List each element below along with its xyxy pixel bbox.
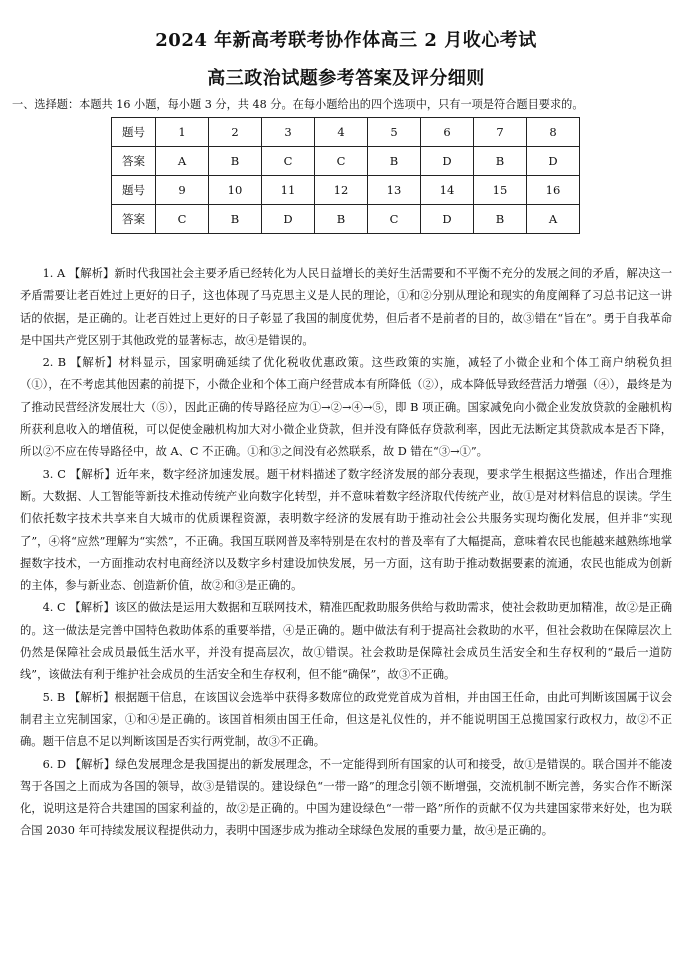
table-row xyxy=(112,205,580,234)
explanation-paragraph: 2. B 【解析】材料显示，国家明确延续了优化税收优惠政策。这些政策的实施，减轻了小微企业和个体工商户纳税负担（①），在不考虑其他因素的前提下，小微企业和个体工商户经营成本有所降低（②），成本降低导致经营活力增强（④），最终是为了推动民营经济发展壮大（⑤），因此正确的传导路径应为①→②→④→⑤，即 B 项正确。国家减免向小微企业发放贷款的金融机构所获利息收入的增值税，可以促使金融机构加大对小微企业贷款，但并没有降低存贷款利率，因此无法断定其贷款成本是否下降，所以②不应在传导路径中，故 A、C 不正确。①和③之间没有必然联系，故 D 错在“③→①”。 xyxy=(20,356,672,459)
explanation-paragraph: 6. D 【解析】绿色发展理念是我国提出的新发展理念，不一定能得到所有国家的认可和接受，故①是错误的。联合国并不能凌驾于各国之上而成为各国的领导，故③是错误的。建设绿色“一带一路”的理念引领不断增强，交流机制不断完善，务实合作不断深化，说明这是符合共建国的国家利益的，故②是正确的。中国为建设绿色“一带一路”所作的贡献不仅为共建国家带来好处，也为联合国 2030 年可持续发展议程提供动力，表明中国逐步成为推动全球绿色发展的重要力量，故④是正确的。 xyxy=(20,757,672,838)
row-label: 答案 xyxy=(112,147,156,176)
question-number: 12 xyxy=(315,176,368,205)
answer-cell: C xyxy=(368,205,421,234)
answer-cell: C xyxy=(262,147,315,176)
answer-cell: C xyxy=(156,205,209,234)
explanation-paragraph: 3. C 【解析】近年来，数字经济加速发展。题干材料描述了数字经济发展的部分表现，要求学生根据这些描述，作出合理推断。大数据、人工智能等新技术推动传统产业向数字化转型，并不意味着数字经济取代传统产业，故①是对材料信息的误读。学生们依托数字技术共享来自大城市的优质课程资源，表明数字经济的发展有助于推动社会公共服务实现均衡化发展，但并非“实现了”，④将“应然”理解为“实然”，不正确。我国互联网普及率特别是在农村的普及率有了大幅提高，意味着农民也能越来越熟练地掌握数字技术，一方面推动农村电商经济以及数字乡村建设加快发展，另一方面，这有助于推动数据要素的流通，农民也能成为创新的主体，参与新业态、创造新价值，故②和③是正确的。 xyxy=(20,467,672,593)
explanation-paragraph: 1. A 【解析】新时代我国社会主要矛盾已经转化为人民日益增长的美好生活需要和不平衡不充分的发展之间的矛盾，解决这一矛盾需要让老百姓过上更好的日子，这也体现了马克思主义是人民的理论，①和②分别从理论和现实的角度阐释了习总书记这一讲话的依据，是正确的。让老百姓过上更好的日子彰显了我国的制度优势，但后者不是前者的目的，故③错在“旨在”。勇于自我革命是中国共产党区别于其他政党的显著标志，故④是错误的。 xyxy=(20,267,672,347)
table-row xyxy=(112,176,580,205)
question-number: 5 xyxy=(368,118,421,147)
table-row xyxy=(112,118,580,147)
question-number: 1 xyxy=(156,118,209,147)
document-title: 2024 年新高考联考协作体高三 2 月收心考试 xyxy=(155,30,537,51)
answer-cell: A xyxy=(156,147,209,176)
question-number: 7 xyxy=(474,118,527,147)
question-number: 6 xyxy=(421,118,474,147)
section-instruction: 一、选择题：本题共 16 小题，每小题 3 分，共 48 分。在每小题给出的四个选项中，只有一项是符合题目要求的。 xyxy=(12,98,584,111)
explanations-section xyxy=(20,263,672,843)
answer-cell: B xyxy=(209,147,262,176)
question-number: 10 xyxy=(209,176,262,205)
answer-cell: D xyxy=(527,147,580,176)
document-subtitle: 高三政治试题参考答案及评分细则 xyxy=(207,68,485,89)
question-number: 16 xyxy=(527,176,580,205)
question-number: 15 xyxy=(474,176,527,205)
answer-table xyxy=(111,117,580,234)
question-number: 2 xyxy=(209,118,262,147)
table-row xyxy=(112,147,580,176)
question-number: 8 xyxy=(527,118,580,147)
answer-cell: B xyxy=(474,205,527,234)
explanation-paragraph: 4. C 【解析】该区的做法是运用大数据和互联网技术，精准匹配救助服务供给与救助需求，使社会救助更加精准，故②是正确的。这一做法是完善中国特色救助体系的重要举措，④是正确的。题中做法有利于提高社会救助的水平，但社会救助在保障层次上仍然是保障社会成员最低生活水平，并没有提高层次，故①错误。社会救助是保障社会成员生活安全和生存权利的“最后一道防线”，该做法有利于维护社会成员的生活安全和生存权利，但不能“确保”，故③不正确。 xyxy=(20,601,672,682)
question-number: 3 xyxy=(262,118,315,147)
question-number: 11 xyxy=(262,176,315,205)
row-label: 答案 xyxy=(112,205,156,234)
answer-cell: D xyxy=(421,205,474,234)
question-number: 14 xyxy=(421,176,474,205)
row-label: 题号 xyxy=(112,176,156,205)
answer-cell: D xyxy=(262,205,315,234)
answer-cell: D xyxy=(421,147,474,176)
question-number: 13 xyxy=(368,176,421,205)
row-label: 题号 xyxy=(112,118,156,147)
explanation-paragraph: 5. B 【解析】根据题干信息，在该国议会选举中获得多数席位的政党党首成为首相，并由国王任命，由此可判断该国属于议会制君主立宪制国家，①和④是正确的。该国首相须由国王任命，但这是礼仪性的，并不能说明国王总揽国家行政权力，故②不正确。题干信息不足以判断该国是否实行两党制，故③不正确。 xyxy=(20,690,672,749)
answer-cell: B xyxy=(368,147,421,176)
answer-cell: B xyxy=(315,205,368,234)
answer-cell: B xyxy=(474,147,527,176)
answer-cell: B xyxy=(209,205,262,234)
question-number: 9 xyxy=(156,176,209,205)
question-number: 4 xyxy=(315,118,368,147)
answer-cell: A xyxy=(527,205,580,234)
answer-cell: C xyxy=(315,147,368,176)
